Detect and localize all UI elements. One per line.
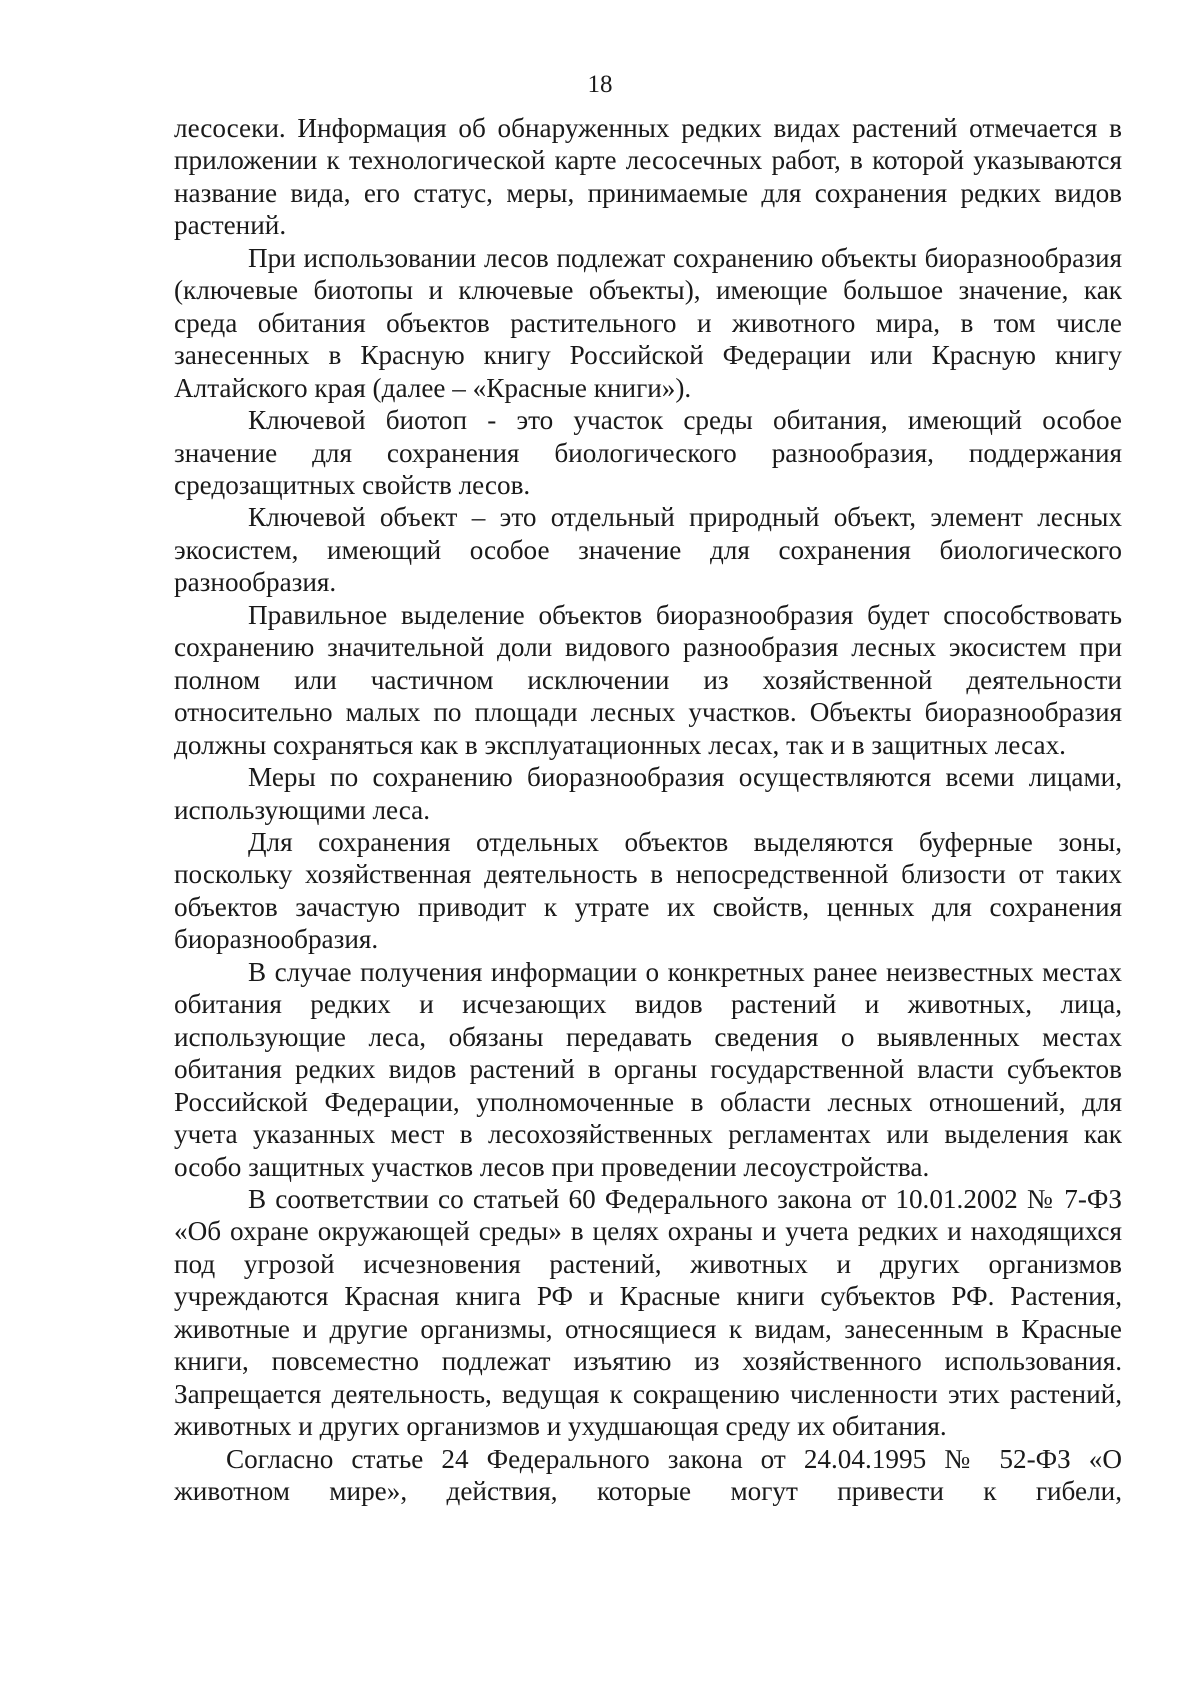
paragraph: Согласно статье 24 Федерального закона от 24.04.1995 № 52-ФЗ «О животном мире», действия, которые могут привести к гибели, (174, 1443, 1122, 1507)
paragraph: Ключевой объект – это отдельный природный объект, элемент лесных экосистем, имеющий особое значение для сохранения биологического разнообразия. (174, 502, 1122, 598)
paragraph: Меры по сохранению биоразнообразия осуществляются всеми лицами, использующими леса. (174, 762, 1122, 825)
paragraph: Для сохранения отдельных объектов выделяются буферные зоны, поскольку хозяйственная деятельность в непосредственной близости от таких объектов зачастую приводит к утрате их свойств, ценных для сохранения биоразнообразия. (174, 826, 1122, 955)
paragraph: В соответствии со статьей 60 Федерального закона от 10.01.2002 № 7-ФЗ «Об охране окружающей среды» в целях охраны и учета редких и находящихся под угрозой исчезновения растений, животных и других организмов учреждаются Красная книга РФ и Красные книги субъектов РФ. Растения, животные и другие организмы, относящиеся к видам, занесенным в Красные книги, повсеместно подлежат изъятию из хозяйственного использования. Запрещается деятельность, ведущая к сокращению численности этих растений, животных и других организмов и ухудшающая среду их обитания. (174, 1183, 1122, 1442)
paragraph: В случае получения информации о конкретных ранее неизвестных местах обитания редких и исчезающих видов растений и животных, лица, использующие леса, обязаны передавать сведения о выявленных местах обитания редких видов растений в органы государственной власти субъектов Российской Федерации, уполномоченные в области лесных отношений, для учета указанных мест в лесохозяйственных регламентах или выделения как особо защитных участков лесов при проведении лесоустройства. (174, 956, 1122, 1182)
paragraph: Ключевой биотоп - это участок среды обитания, имеющий особое значение для сохранения биологического разнообразия, поддержания средозащитных свойств лесов. (174, 405, 1122, 500)
body-text (174, 112, 1122, 1507)
paragraph: Правильное выделение объектов биоразнообразия будет способствовать сохранению значительной доли видового разнообразия лесных экосистем при полном или частичном исключении из хозяйственной деятельности относительно малых по площади лесных участков. Объекты биоразнообразия должны сохраняться как в эксплуатационных лесах, так и в защитных лесах. (174, 599, 1122, 760)
paragraph: лесосеки. Информация об обнаруженных редких видах растений отмечается в приложении к технологической карте лесосечных работ, в которой указываются название вида, его статус, меры, принимаемые для сохранения редких видов растений. (174, 113, 1122, 241)
page-number: 18 (587, 71, 613, 98)
paragraph: При использовании лесов подлежат сохранению объекты биоразнообразия (ключевые биотопы и ключевые объекты), имеющие большое значение, как среда обитания объектов растительного и животного мира, в том числе занесенных в Красную книгу Российской Федерации или Красную книгу Алтайского края (далее – «Красные книги»). (174, 242, 1122, 403)
